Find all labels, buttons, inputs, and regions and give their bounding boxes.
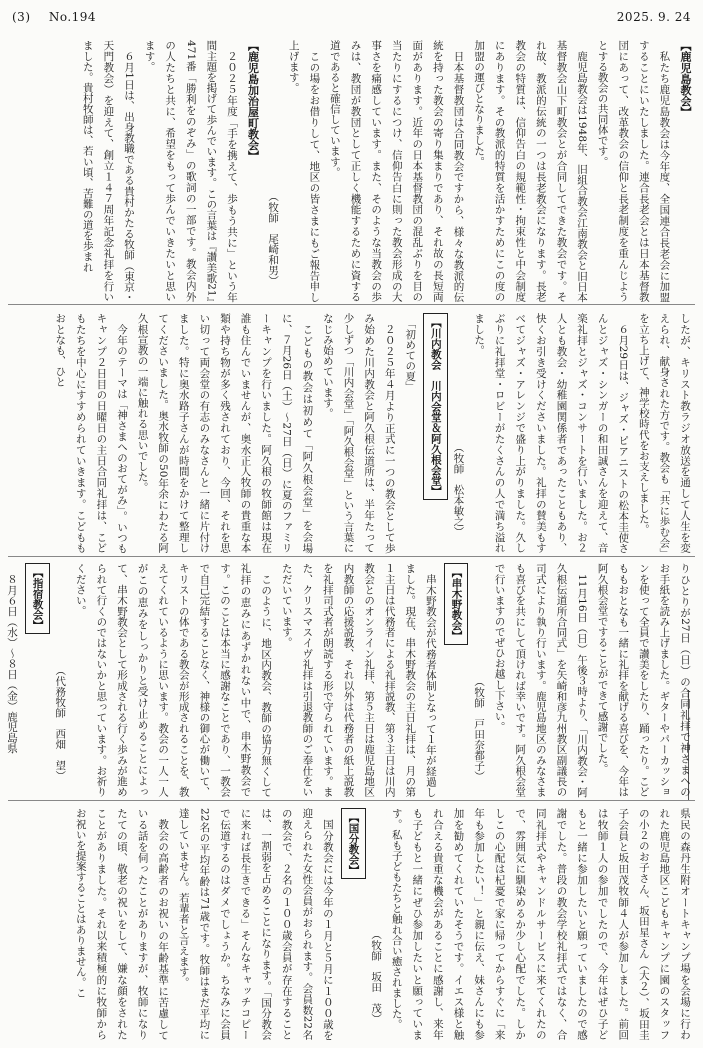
- sendai-continued-1: りひとりが27日（日）の合同礼拝で神さまへのお手紙を読み上げました。ギターやパーカッションを使って全員で讃美をしたり、踊ったり。こどももおとなも一緒に礼拝を献げる喜びを、今年は阿久根会堂ですることができて感謝でした。: [596, 563, 691, 797]
- kajiya-signature: [448, 313, 469, 553]
- kushikino-paragraph-2: このように、地区内教会、教師の協力無くして礼拝の恵みにあずかれない中で、串木野教会です。このことは本当に感謝なことであり、一教会で自己完結することなく、神様の御心が働いて、キリストの体である教会が形成されることを、教えてくれているように思います。教会の一人一人がこの恵みをしっかりと受け止めることによって、串木野教会として形成される行く歩みが進められて行くのではないかと思っています。お祈りください。: [74, 563, 273, 797]
- shishuku-title: 【指宿教会】: [25, 563, 50, 634]
- sendai-paragraph-2: こどもの教会は初めて「阿久根会堂」を会場に、７月26日（土）～27日（日）に夏のファミリーキャンプを行いました。阿久根の牧師館は現在誰も住んでいませんが、奥水正人牧師の貴重な本類や持ち物が多く残されており、今回、それを思い切って両会堂の有志のみなさんと一緒に片付けました。特に奥水路子さんが時間をかけて整理してくださいました。奥水牧師の50年余にわたる阿久根宣教の一端に触れる思いでした。: [136, 313, 314, 553]
- kagoshima-signature-text: （牧師 尾崎和男）: [267, 191, 280, 287]
- tier-3-text: [8, 563, 695, 797]
- kajiya-continued-2: ６月29日は、ジャズ・ピアニストの松本圭使さんとジャズ・シンガーの和田誠さんを迎えて、音楽礼拝とジャズ・コンサートを行いました。お２人とも教会・幼稚園関係者であったこともあり、快くお引き受けくださいました。礼拝の賛美もすべてジャズ・アレンジで盛り上がりました。久しぶりに礼拝堂・ロビーがたくさんの人で満ち溢れました。: [473, 313, 630, 553]
- tier-divider-2: [8, 556, 695, 557]
- kagoshima-paragraph-4: この場をお借りして、地区の皆さまにもご報告申し上げます。: [287, 40, 321, 302]
- tier-3: [8, 563, 695, 797]
- tier-divider-1: [8, 304, 695, 305]
- kajiya-continued-1: したが、キリスト教ラジオ放送を通して人生を変えられ、献身された方です。教会も「共に歩む会」を立ち上げて、神学校時代をお支えしました。: [637, 313, 691, 553]
- kokubu-paragraph-2: 教会の高齢者のお祝いの年齢基準に苦慮している話を伺ったことがありますが、牧師になりたての頃、敬老の祝いをして、嫌な顔をされたことがありました。それ以来積極的に牧師からお祝いを提案することはありません。こ: [74, 808, 170, 1040]
- tier-2-text: [8, 313, 695, 553]
- kagoshima-paragraph-1: 私たち鹿児島教会は今年度、全国連合長老会に加盟することにいたしました。連合長老会とは日本基督教団にあって、改革教会の信仰と長老制度を重んじようとする教会の共同体です。: [596, 40, 671, 302]
- kajiya-paragraph-2: ６月1日は、出身教職である貴村かたる牧師（東京・天門教会）を迎えて、創立１４７周年記念礼拝を行いました。貴村牧師は、若い頃、苦難の道を歩まれ: [81, 40, 135, 302]
- kushikino-signature-text: （代務牧師 西畑 望）: [54, 665, 67, 782]
- sendai-paragraph-3: 今年のテーマは「神さまへのおてがみ」。いつもキャンプ２日目の日曜日の主日合同礼拝は、こどもたちを中心にすすめられていきます。こどももおとなも、ひと: [54, 313, 128, 553]
- issue-number: No.194: [48, 10, 97, 24]
- kajiya-signature-text: （牧師 松本敏之）: [452, 442, 465, 538]
- shishuku-signature: [366, 808, 387, 1040]
- kagoshima-paragraph-2: 鹿児島教会は1948年、旧組合教会江南教会と旧日本基督教会山下町教会とが合同してできた教会です。それ故、教派的伝統の一つは長老教会になります。長老教会の特質は、信仰告白の規範性・拘束性と中会制度にあります。その教派的特質を活かすためにこの度の加盟の運びとなりました。: [473, 40, 589, 302]
- kokubu-paragraph-1: 国分教会には今年の１月と５月に１００歳を迎えられた女性会員がおられます。会員数22名の教会で、２名の１００歳会員が存在することは、一割弱を占めることになります。「国分教会に来れば長生きできる」そんなキャッチコピーで伝道するのはダメでしょうか。ちなみに会員22名の平均年齢は71歳です。牧師はまだ平均に達していません。若輩者と言えます。: [177, 808, 334, 1040]
- sendai-paragraph-1: ２０２５年４月より正式に一つの教会として歩み始めた川内教会と阿久根伝道所は、半年たって少しずつ「川内会堂」「阿久根会堂」という言葉になじみ始めています。: [321, 313, 396, 553]
- sendai-subtitle: 「初めての夏」: [404, 318, 417, 393]
- kagoshima-paragraph-3: 日本基督教団は合同教会ですから、様々な教派的伝統を持った教会の寄り集まりであり、それ故の長短両面があります。近年の日本基督教団の混乱ぶりを目の当たりにするにつけ、信仰告白に則った教会形成の大事さを痛感しています。また、そのような当教会の歩みは、教団が教団として正しく機能するために資する道であると確信しています。: [328, 40, 465, 302]
- tier-divider-3: [8, 800, 695, 801]
- sendai-signature: [468, 563, 489, 797]
- page-number-header: [12, 10, 96, 24]
- tier-1-text: [8, 40, 695, 302]
- kokubu-title: 【国分教会】: [341, 808, 366, 879]
- kajiya-title: 【鹿児島加治屋町教会】: [246, 40, 260, 162]
- kushikino-signature: [50, 563, 71, 797]
- sendai-title: 【川内教会 川内会堂＆阿久根会堂】: [423, 313, 448, 500]
- shishuku-signature-text: （牧師 坂田 茂）: [370, 929, 383, 1025]
- tier-2: [8, 313, 695, 553]
- sendai-signature-text: （牧師 戸田奈都子）: [473, 675, 486, 782]
- kushikino-title: 【串木野教会】: [444, 563, 469, 645]
- shishuku-continued-1: 県民の森丹生附オートキャンプ場を会場に行われた鹿児島地区こどもキャンプに園のスタッフの小２のお子さん、坂田星さん（大２）、坂田圭子会員と坂田茂牧師４人が参加しました。前回は牧師１人の参加でしたので、今年はぜひ子どもと一緒に参加したいと願っていましたので感謝でした。普段の教会学校礼拝式ではなく、合同礼拝式やキャンドルサービスに来てくれたので、雰囲気に馴染めるか少し心配でした。しかしこの心配は杞憂で家に帰ってからすぐに「来年も参加したい！」と親に伝え、妹さんにも参加を勧めてくれていたそうです。イエス様と触れ合える貴重な機会があることに感謝し、来年も子どもと一緒にぜひ参加したいと願っています。私も子どもたちと触れ合い癒されました。: [390, 808, 691, 1040]
- tier-1: [8, 40, 695, 302]
- tier-4-text: [8, 808, 695, 1040]
- kagoshima-title: 【鹿児島教会】: [679, 40, 692, 118]
- kagoshima-signature: [263, 40, 284, 302]
- kushikino-paragraph-1: 串木野教会が代務者体制となって１年が経過しました。現在、串木野教会の主日礼拝は、月の第１主日は代務者による礼拝説教、第３主日は川内教会とのオンライン礼拝、第５主日は鹿児島地区内教師の応援説教、それ以外は代務者の紙上説教を礼拝司式者が朗読する形で守られています。また、クリスマスイヴ礼拝は引退教師のご奉仕をいただいています。: [280, 563, 437, 797]
- tier-4: [8, 808, 695, 1040]
- sendai-continued-2: 11月16日（日）午後３時より、「川内教会・阿久根伝道所合同式」を矢崎和彦九州教区副議長の司式により執り行います。鹿児島地区のみなさまも喜びを共にして頂ければ幸いです。阿久根会堂で行いますのでぜひお越し下さい。: [493, 563, 589, 797]
- kajiya-paragraph-1: ２０２５年度「手を携えて、歩もう共に」という年間主題を掲げて歩んでいます。この言葉は『讃美歌21』471番「勝利をのぞみ」の歌詞の一部です。教会内外の人たちと共に、希望をもって歩んでいきたいと思います。: [143, 40, 238, 302]
- issue-date: 2025. 9. 24: [616, 10, 691, 24]
- shishuku-paragraph-1: ８月６日（水）～８日（金）鹿児島県: [6, 573, 18, 753]
- page-number: (3): [12, 10, 31, 24]
